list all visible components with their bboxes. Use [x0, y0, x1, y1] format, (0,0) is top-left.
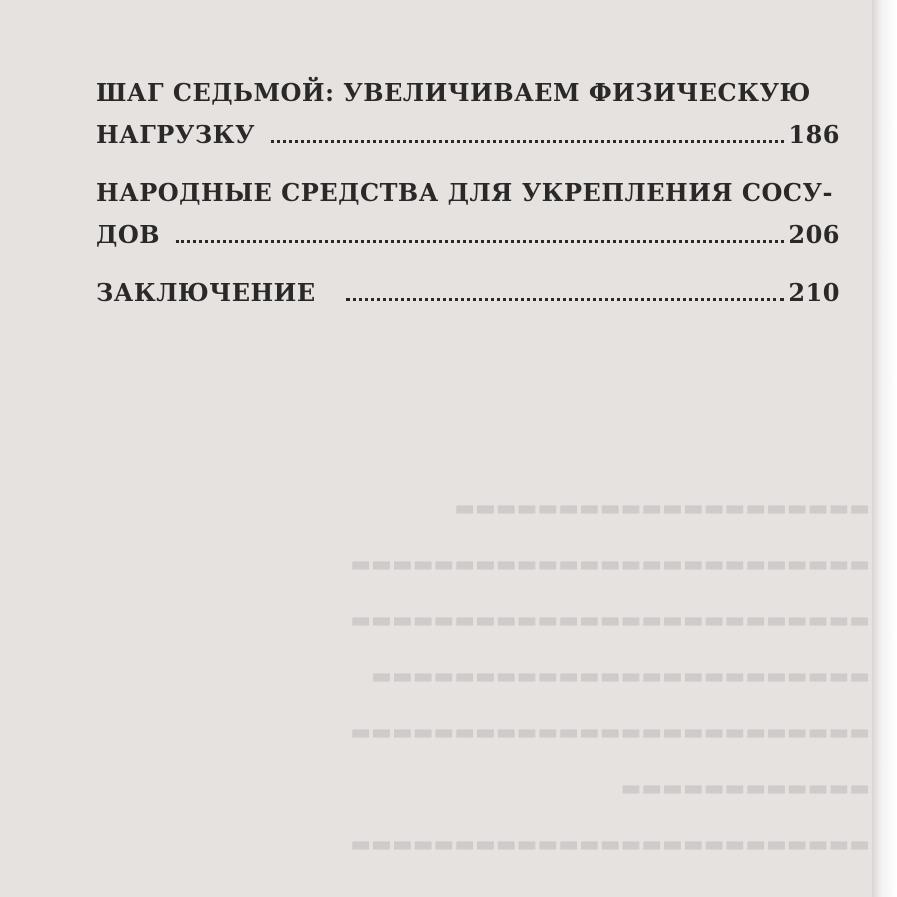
toc-entry-folk-remedies[interactable] — [96, 172, 840, 256]
toc-page-number: 210 — [788, 278, 840, 307]
show-through-text: ▬▬▬▬▬▬▬▬▬▬▬▬▬▬▬▬▬▬▬▬ ▬▬▬▬▬▬▬▬▬▬▬▬▬▬▬▬▬▬▬▬▬▬▬▬▬ ▬▬▬▬▬▬▬▬▬▬▬▬▬▬▬▬▬▬▬▬▬▬▬▬▬ ▬▬▬▬▬▬▬▬▬▬▬▬▬▬▬▬▬▬▬▬▬▬▬▬ ▬▬▬▬▬▬▬▬▬▬▬▬▬▬▬▬▬▬▬▬▬▬▬▬▬ ▬▬▬▬▬▬▬▬▬▬▬▬ ▬▬▬▬▬▬▬▬▬▬▬▬▬▬▬▬▬▬▬▬▬▬▬▬▬ — [350, 495, 870, 857]
toc-entry-title-cont: ДОВ — [96, 220, 161, 249]
dot-leader — [271, 139, 784, 143]
toc-entry-step-seven[interactable] — [96, 72, 840, 156]
toc-entry-title-cont: НАГРУЗКУ — [96, 120, 255, 149]
toc-entry-leader-line — [96, 214, 840, 256]
toc-entry-title-line: НАРОДНЫЕ СРЕДСТВА ДЛЯ УКРЕПЛЕНИЯ СОСУ- — [96, 178, 833, 207]
page-edge — [872, 0, 897, 897]
dot-leader — [346, 297, 785, 301]
toc-entry-title: ЗАКЛЮЧЕНИЕ — [96, 278, 316, 307]
toc-entry-title-line: ШАГ СЕДЬМОЙ: УВЕЛИЧИВАЕМ ФИЗИЧЕСКУЮ — [96, 78, 811, 107]
toc-page-number: 206 — [788, 220, 840, 249]
toc-page-number: 186 — [788, 120, 840, 149]
dot-leader — [176, 239, 784, 243]
toc-entry-leader-line — [96, 272, 840, 314]
toc-entry-leader-line — [96, 114, 840, 156]
table-of-contents — [96, 72, 840, 330]
toc-entry-conclusion[interactable] — [96, 272, 840, 314]
